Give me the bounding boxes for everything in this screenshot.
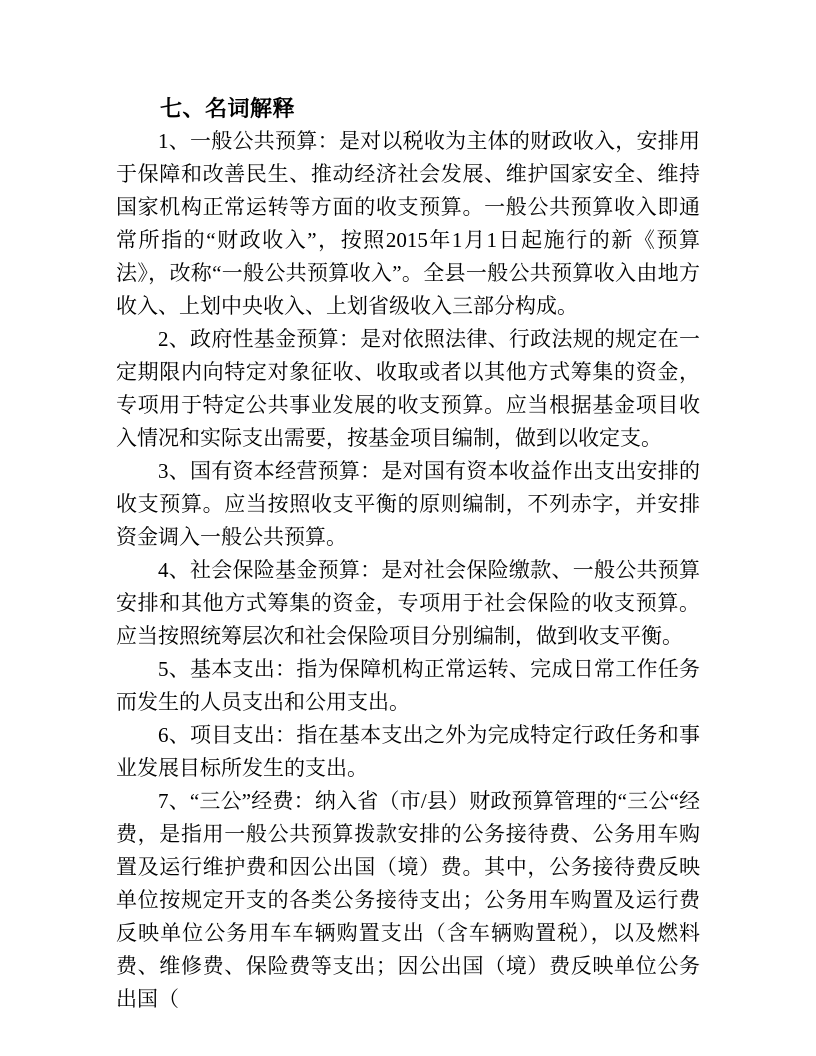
paragraph-7-three-public-funds: 7、“三公”经费：纳入省（市/县）财政预算管理的“三公“经费，是指用一般公共预算拨款安排的公务接待费、公务用车购置及运行维护费和因公出国（境）费。其中，公务接待费反映单位按规定开支的各类公务接待支出；公务用车购置及运行费反映单位公务用车车辆购置支出（含车辆购置税），以及燃料费、维修费、保险费等支出；因公出国（境）费反映单位公务出国（ xyxy=(116,789,700,1011)
paragraph-6-project-expenditure: 6、项目支出：指在基本支出之外为完成特定行政任务和事业发展目标所发生的支出。 xyxy=(116,723,700,780)
section-heading: 七、名词解释 xyxy=(160,96,296,121)
paragraph-1-general-public-budget: 1、一般公共预算：是对以税收为主体的财政收入，安排用于保障和改善民生、推动经济社会发展、维护国家安全、维持国家机构正常运转等方面的收支预算。一般公共预算收入即通常所指的“财政收入”，按照2015年1月1日起施行的新《预算法》，改称“一般公共预算收入”。全县一般公共预算收入由地方收入、上划中央收入、上划省级收入三部分构成。 xyxy=(116,129,700,318)
document-content xyxy=(116,92,700,1016)
paragraph-2-government-fund-budget: 2、政府性基金预算：是对依照法律、行政法规的规定在一定期限内向特定对象征收、收取或者以其他方式筹集的资金，专项用于特定公共事业发展的收支预算。应当根据基金项目收入情况和实际支出需要，按基金项目编制，做到以收定支。 xyxy=(116,327,700,450)
paragraph-3-state-capital-budget: 3、国有资本经营预算：是对国有资本收益作出支出安排的收支预算。应当按照收支平衡的原则编制，不列赤字，并安排资金调入一般公共预算。 xyxy=(116,459,700,549)
paragraph-4-social-insurance-budget: 4、社会保险基金预算：是对社会保险缴款、一般公共预算安排和其他方式筹集的资金，专项用于社会保险的收支预算。应当按照统筹层次和社会保险项目分别编制，做到收支平衡。 xyxy=(116,558,700,648)
paragraph-5-basic-expenditure: 5、基本支出：指为保障机构正常运转、完成日常工作任务而发生的人员支出和公用支出。 xyxy=(116,657,700,714)
